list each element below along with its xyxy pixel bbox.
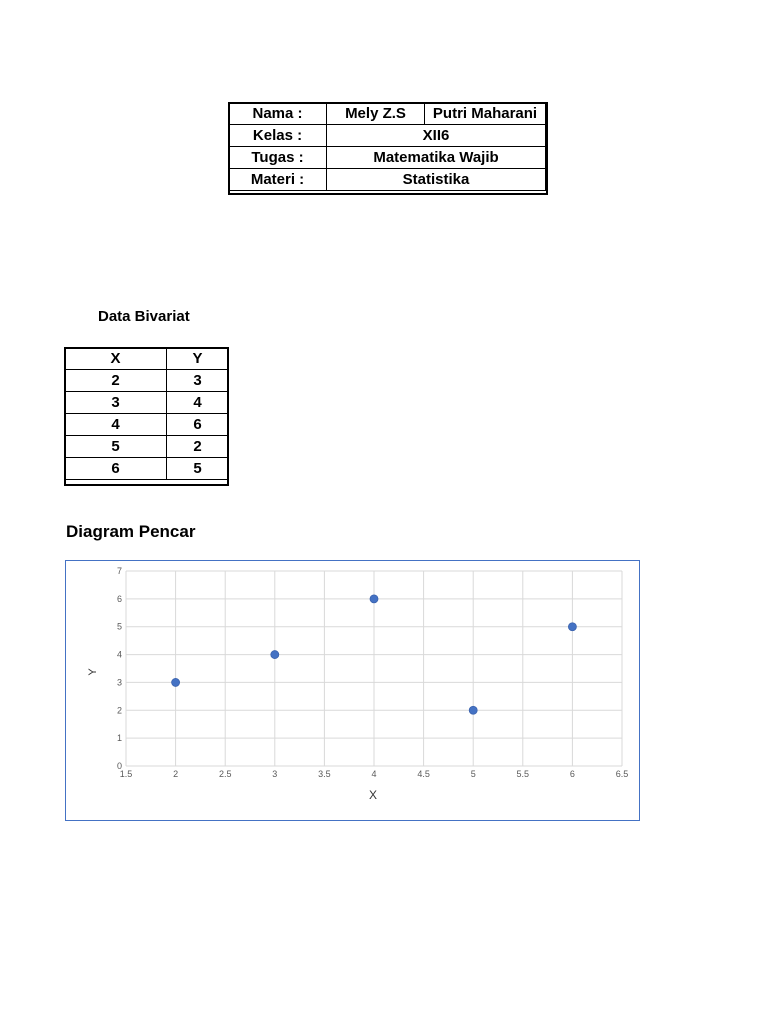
table-row (65, 458, 229, 480)
table-cell-y: 6 (167, 414, 229, 436)
y-tick-label: 0 (116, 761, 122, 771)
table-cell-y: 2 (167, 436, 229, 458)
chart-heading: Diagram Pencar (66, 522, 196, 541)
x-tick-label: 2 (173, 769, 179, 779)
table-row (65, 392, 229, 414)
scatter-chart-area (65, 560, 640, 821)
x-tick-label: 5 (470, 769, 476, 779)
y-tick-label: 2 (116, 705, 122, 716)
info-value-name-2: Putri Maharani (425, 103, 546, 125)
table-cell-x: 5 (65, 436, 167, 458)
y-tick-label: 4 (116, 649, 122, 660)
data-point (172, 678, 180, 686)
info-value-name-1: Mely Z.S (327, 103, 425, 125)
info-label-tugas: Tugas : (229, 147, 327, 169)
y-tick-label: 1 (116, 733, 122, 744)
info-row-materi (229, 169, 546, 191)
x-axis-label: X (368, 788, 378, 802)
info-label-kelas: Kelas : (229, 125, 327, 147)
data-table (64, 347, 229, 480)
x-tick-label: 6 (569, 769, 575, 779)
info-value-materi: Statistika (327, 169, 546, 191)
x-tick-label: 6.5 (615, 769, 629, 779)
table-header-x: X (65, 348, 167, 370)
table-cell-y: 4 (167, 392, 229, 414)
data-point (568, 623, 576, 631)
data-point (469, 706, 477, 714)
x-tick-label: 5.5 (516, 769, 530, 779)
table-row (65, 436, 229, 458)
y-axis-label: Y (87, 668, 99, 676)
section-title: Data Bivariat (98, 308, 190, 325)
table-header-row (65, 348, 229, 370)
info-table (228, 102, 546, 191)
table-cell-x: 3 (65, 392, 167, 414)
info-row-nama (229, 103, 546, 125)
y-tick-label: 7 (116, 566, 122, 576)
scatter-chart (66, 561, 641, 822)
x-tick-label: 3.5 (318, 769, 331, 779)
x-tick-label: 2.5 (218, 769, 232, 779)
table-header-y: Y (167, 348, 229, 370)
table-cell-x: 2 (65, 370, 167, 392)
data-point (370, 595, 378, 603)
info-value-tugas: Matematika Wajib (327, 147, 546, 169)
info-label-materi: Materi : (229, 169, 327, 191)
x-tick-label: 3 (272, 769, 278, 779)
y-tick-label: 6 (116, 593, 122, 604)
y-tick-label: 5 (116, 621, 122, 632)
table-cell-y: 5 (167, 458, 229, 480)
x-tick-label: 4 (371, 769, 377, 779)
info-label-nama: Nama : (229, 103, 327, 125)
info-row-tugas (229, 147, 546, 169)
table-row (65, 370, 229, 392)
table-cell-y: 3 (167, 370, 229, 392)
info-value-kelas: XII6 (327, 125, 546, 147)
x-tick-label: 1.5 (119, 769, 133, 779)
data-point (271, 651, 279, 659)
table-cell-x: 4 (65, 414, 167, 436)
info-row-kelas (229, 125, 546, 147)
table-cell-x: 6 (65, 458, 167, 480)
table-row (65, 414, 229, 436)
x-tick-label: 4.5 (417, 769, 430, 779)
y-tick-label: 3 (116, 677, 122, 688)
